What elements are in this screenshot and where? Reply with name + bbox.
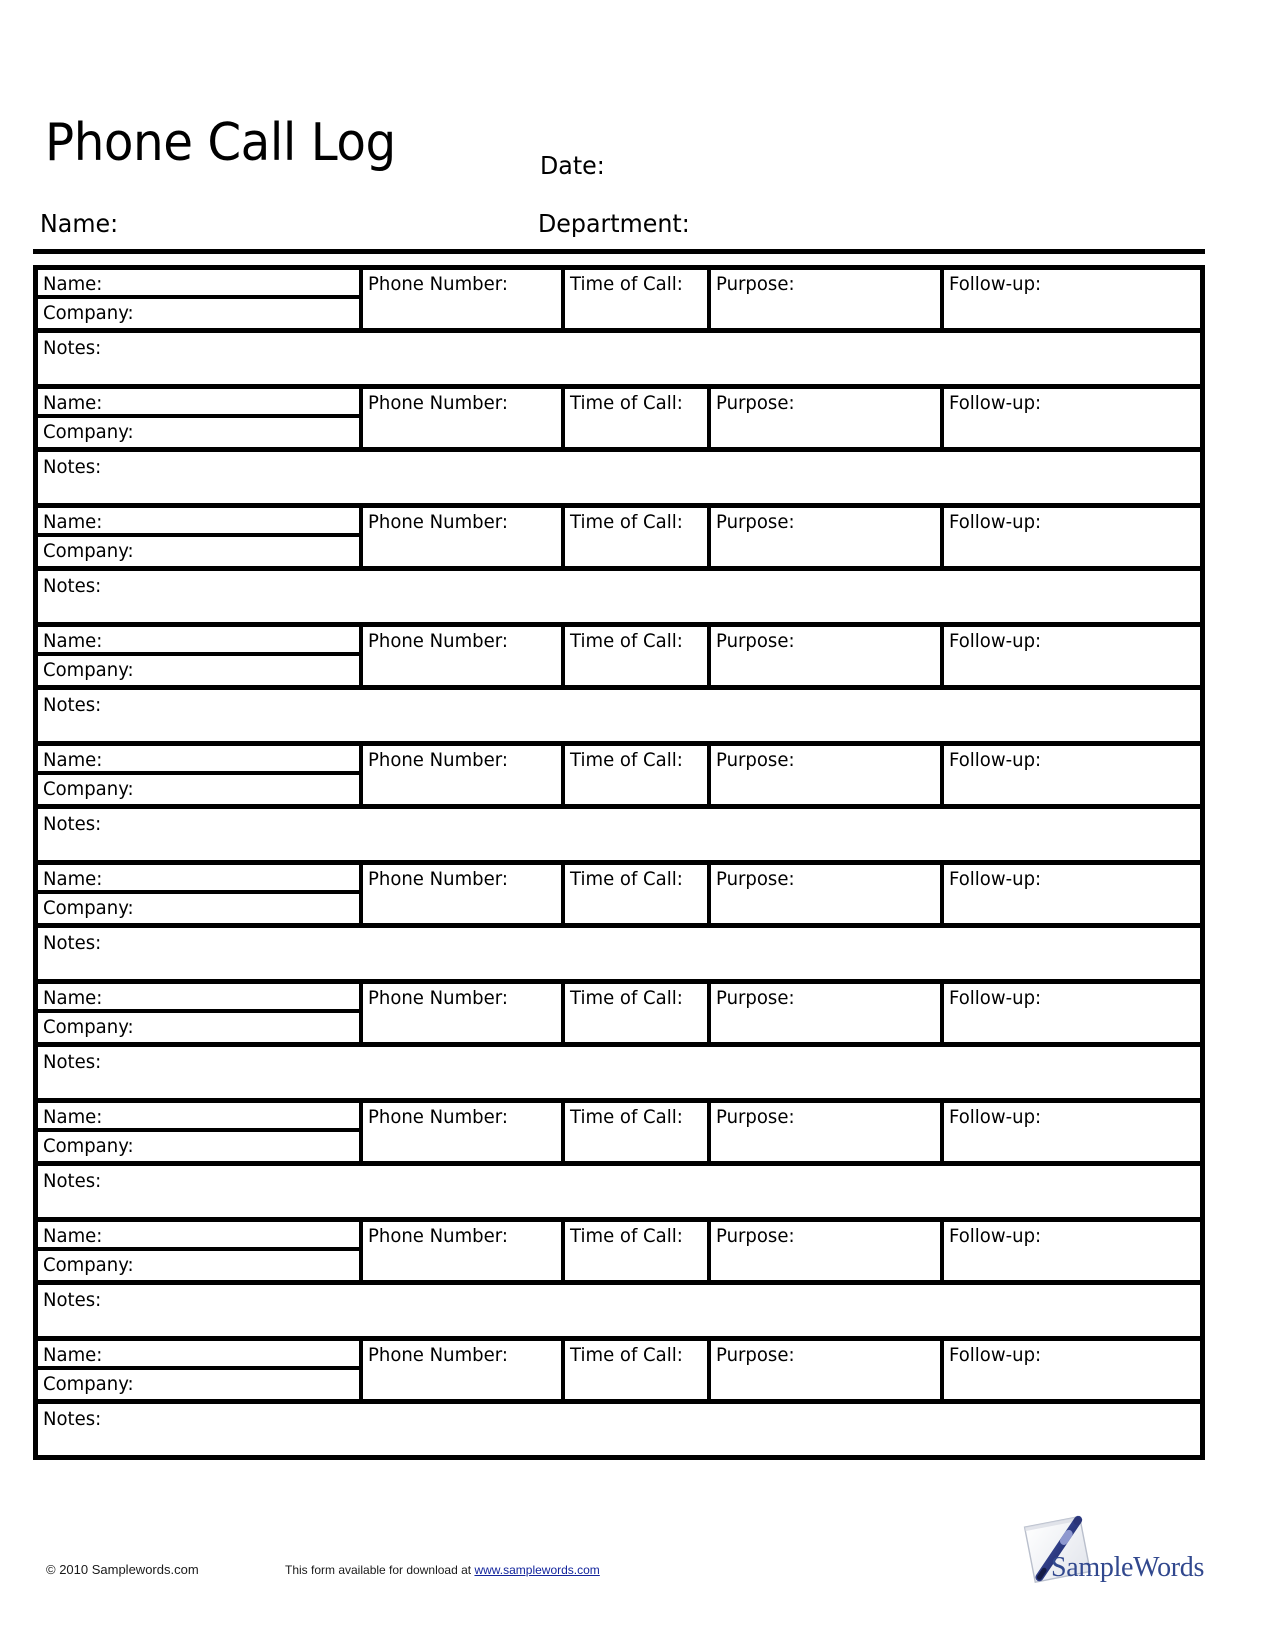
phone-number-cell[interactable] <box>363 389 565 447</box>
phone-number-cell-label: Phone Number: <box>368 987 508 1009</box>
name-company-stack <box>38 746 363 804</box>
call-entry-row <box>38 1222 1200 1280</box>
purpose-cell[interactable] <box>711 984 944 1042</box>
notes-cell[interactable] <box>38 1161 1200 1217</box>
follow-up-cell-label: Follow-up: <box>949 868 1042 890</box>
company-cell-label: Company: <box>43 421 134 443</box>
name-cell[interactable] <box>38 270 359 299</box>
table-row <box>38 1341 1200 1460</box>
phone-number-cell-label: Phone Number: <box>368 273 508 295</box>
company-cell[interactable] <box>38 656 359 685</box>
name-company-stack <box>38 1222 363 1280</box>
notes-cell-label: Notes: <box>43 337 102 359</box>
notes-cell[interactable] <box>38 804 1200 860</box>
company-cell-label: Company: <box>43 1254 134 1276</box>
name-cell-label: Name: <box>43 1106 103 1128</box>
company-cell[interactable] <box>38 1132 359 1161</box>
time-of-call-cell[interactable] <box>565 270 711 328</box>
phone-number-cell-label: Phone Number: <box>368 630 508 652</box>
name-cell[interactable] <box>38 389 359 418</box>
name-cell-label: Name: <box>43 1344 103 1366</box>
follow-up-cell[interactable] <box>944 746 1200 804</box>
phone-number-cell-label: Phone Number: <box>368 1225 508 1247</box>
table-row <box>38 1103 1200 1222</box>
table-row <box>38 508 1200 627</box>
time-of-call-cell-label: Time of Call: <box>570 868 683 890</box>
company-cell[interactable] <box>38 775 359 804</box>
table-row <box>38 865 1200 984</box>
purpose-cell-label: Purpose: <box>716 1225 795 1247</box>
name-cell-label: Name: <box>43 511 103 533</box>
purpose-cell[interactable] <box>711 1103 944 1161</box>
date-field-label: Date: <box>540 151 605 180</box>
notes-cell[interactable] <box>38 1042 1200 1098</box>
name-cell[interactable] <box>38 627 359 656</box>
time-of-call-cell-label: Time of Call: <box>570 511 683 533</box>
time-of-call-cell-label: Time of Call: <box>570 273 683 295</box>
call-entry-row <box>38 508 1200 566</box>
phone-number-cell[interactable] <box>363 1222 565 1280</box>
name-cell-label: Name: <box>43 392 103 414</box>
purpose-cell-label: Purpose: <box>716 868 795 890</box>
follow-up-cell[interactable] <box>944 1222 1200 1280</box>
phone-number-cell-label: Phone Number: <box>368 511 508 533</box>
follow-up-cell-label: Follow-up: <box>949 1344 1042 1366</box>
name-cell[interactable] <box>38 984 359 1013</box>
notes-cell[interactable] <box>38 328 1200 384</box>
name-cell[interactable] <box>38 746 359 775</box>
purpose-cell[interactable] <box>711 627 944 685</box>
table-row <box>38 627 1200 746</box>
notes-cell-label: Notes: <box>43 1408 102 1430</box>
purpose-cell-label: Purpose: <box>716 273 795 295</box>
samplewords-logo-text: SampleWords <box>1051 1552 1205 1583</box>
call-entry-row <box>38 984 1200 1042</box>
time-of-call-cell-label: Time of Call: <box>570 1106 683 1128</box>
time-of-call-cell[interactable] <box>565 984 711 1042</box>
purpose-cell[interactable] <box>711 1222 944 1280</box>
time-of-call-cell-label: Time of Call: <box>570 749 683 771</box>
name-company-stack <box>38 1341 363 1399</box>
company-cell-label: Company: <box>43 302 134 324</box>
follow-up-cell-label: Follow-up: <box>949 1106 1042 1128</box>
time-of-call-cell[interactable] <box>565 1222 711 1280</box>
time-of-call-cell[interactable] <box>565 865 711 923</box>
purpose-cell-label: Purpose: <box>716 1344 795 1366</box>
notes-cell-label: Notes: <box>43 456 102 478</box>
name-company-stack <box>38 1103 363 1161</box>
company-cell[interactable] <box>38 1370 359 1399</box>
table-row <box>38 1222 1200 1341</box>
name-company-stack <box>38 389 363 447</box>
purpose-cell[interactable] <box>711 270 944 328</box>
footer-download-prefix: This form available for download at <box>285 1563 475 1577</box>
time-of-call-cell-label: Time of Call: <box>570 1344 683 1366</box>
purpose-cell[interactable] <box>711 1341 944 1399</box>
samplewords-logo[interactable] <box>1007 1505 1205 1590</box>
purpose-cell[interactable] <box>711 508 944 566</box>
company-cell-label: Company: <box>43 778 134 800</box>
call-entry-row <box>38 1103 1200 1161</box>
company-cell[interactable] <box>38 1013 359 1042</box>
follow-up-cell-label: Follow-up: <box>949 1225 1042 1247</box>
notes-cell-label: Notes: <box>43 694 102 716</box>
company-cell[interactable] <box>38 1251 359 1280</box>
name-company-stack <box>38 627 363 685</box>
footer-download-link[interactable]: www.samplewords.com <box>474 1563 600 1577</box>
phone-number-cell-label: Phone Number: <box>368 749 508 771</box>
phone-number-cell-label: Phone Number: <box>368 868 508 890</box>
purpose-cell[interactable] <box>711 389 944 447</box>
notes-cell[interactable] <box>38 685 1200 741</box>
follow-up-cell-label: Follow-up: <box>949 392 1042 414</box>
name-cell-label: Name: <box>43 868 103 890</box>
purpose-cell-label: Purpose: <box>716 749 795 771</box>
time-of-call-cell-label: Time of Call: <box>570 987 683 1009</box>
notes-cell[interactable] <box>38 923 1200 979</box>
name-company-stack <box>38 865 363 923</box>
notes-cell-label: Notes: <box>43 575 102 597</box>
company-cell-label: Company: <box>43 1135 134 1157</box>
phone-number-cell[interactable] <box>363 1103 565 1161</box>
notes-cell-label: Notes: <box>43 813 102 835</box>
footer-copyright: © 2010 Samplewords.com <box>46 1562 199 1577</box>
name-company-stack <box>38 984 363 1042</box>
company-cell-label: Company: <box>43 1016 134 1038</box>
notes-cell-label: Notes: <box>43 1170 102 1192</box>
name-field-label: Name: <box>40 209 119 238</box>
department-field-label: Department: <box>538 209 690 238</box>
purpose-cell[interactable] <box>711 746 944 804</box>
follow-up-cell-label: Follow-up: <box>949 987 1042 1009</box>
follow-up-cell[interactable] <box>944 627 1200 685</box>
purpose-cell-label: Purpose: <box>716 987 795 1009</box>
call-entry-row <box>38 1341 1200 1399</box>
notes-cell[interactable] <box>38 1399 1200 1455</box>
follow-up-cell[interactable] <box>944 1341 1200 1399</box>
name-cell[interactable] <box>38 508 359 537</box>
phone-number-cell[interactable] <box>363 508 565 566</box>
follow-up-cell[interactable] <box>944 508 1200 566</box>
call-log-table <box>33 265 1205 1460</box>
page-title: Phone Call Log <box>45 113 396 173</box>
purpose-cell-label: Purpose: <box>716 392 795 414</box>
phone-number-cell-label: Phone Number: <box>368 392 508 414</box>
time-of-call-cell-label: Time of Call: <box>570 392 683 414</box>
notes-cell-label: Notes: <box>43 1289 102 1311</box>
phone-number-cell-label: Phone Number: <box>368 1106 508 1128</box>
phone-number-cell[interactable] <box>363 865 565 923</box>
time-of-call-cell[interactable] <box>565 1341 711 1399</box>
call-entry-row <box>38 389 1200 447</box>
footer-download-notice <box>285 1562 600 1579</box>
name-cell[interactable] <box>38 1103 359 1132</box>
purpose-cell[interactable] <box>711 865 944 923</box>
name-cell-label: Name: <box>43 630 103 652</box>
table-row <box>38 984 1200 1103</box>
name-cell-label: Name: <box>43 273 103 295</box>
follow-up-cell[interactable] <box>944 1103 1200 1161</box>
company-cell[interactable] <box>38 418 359 447</box>
company-cell-label: Company: <box>43 540 134 562</box>
name-cell[interactable] <box>38 865 359 894</box>
company-cell[interactable] <box>38 299 359 328</box>
time-of-call-cell[interactable] <box>565 1103 711 1161</box>
company-cell[interactable] <box>38 894 359 923</box>
notes-cell[interactable] <box>38 566 1200 622</box>
purpose-cell-label: Purpose: <box>716 630 795 652</box>
call-entry-row <box>38 627 1200 685</box>
phone-number-cell-label: Phone Number: <box>368 1344 508 1366</box>
follow-up-cell[interactable] <box>944 270 1200 328</box>
time-of-call-cell-label: Time of Call: <box>570 1225 683 1247</box>
time-of-call-cell[interactable] <box>565 508 711 566</box>
name-company-stack <box>38 508 363 566</box>
company-cell-label: Company: <box>43 659 134 681</box>
call-entry-row <box>38 270 1200 328</box>
notes-cell[interactable] <box>38 1280 1200 1336</box>
follow-up-cell-label: Follow-up: <box>949 511 1042 533</box>
follow-up-cell[interactable] <box>944 389 1200 447</box>
call-entry-row <box>38 865 1200 923</box>
name-cell-label: Name: <box>43 749 103 771</box>
header-divider <box>33 249 1205 254</box>
follow-up-cell-label: Follow-up: <box>949 630 1042 652</box>
name-company-stack <box>38 270 363 328</box>
follow-up-cell[interactable] <box>944 865 1200 923</box>
time-of-call-cell[interactable] <box>565 746 711 804</box>
name-cell[interactable] <box>38 1341 359 1370</box>
notes-cell[interactable] <box>38 447 1200 503</box>
time-of-call-cell[interactable] <box>565 627 711 685</box>
company-cell[interactable] <box>38 537 359 566</box>
company-cell-label: Company: <box>43 897 134 919</box>
follow-up-cell-label: Follow-up: <box>949 749 1042 771</box>
name-cell-label: Name: <box>43 987 103 1009</box>
phone-number-cell[interactable] <box>363 984 565 1042</box>
notes-cell-label: Notes: <box>43 932 102 954</box>
notes-cell-label: Notes: <box>43 1051 102 1073</box>
company-cell-label: Company: <box>43 1373 134 1395</box>
time-of-call-cell[interactable] <box>565 389 711 447</box>
phone-number-cell[interactable] <box>363 1341 565 1399</box>
time-of-call-cell-label: Time of Call: <box>570 630 683 652</box>
table-row <box>38 270 1200 389</box>
follow-up-cell-label: Follow-up: <box>949 273 1042 295</box>
phone-number-cell[interactable] <box>363 270 565 328</box>
purpose-cell-label: Purpose: <box>716 511 795 533</box>
purpose-cell-label: Purpose: <box>716 1106 795 1128</box>
name-cell-label: Name: <box>43 1225 103 1247</box>
table-row <box>38 746 1200 865</box>
follow-up-cell[interactable] <box>944 984 1200 1042</box>
table-row <box>38 389 1200 508</box>
phone-number-cell[interactable] <box>363 746 565 804</box>
phone-number-cell[interactable] <box>363 627 565 685</box>
call-entry-row <box>38 746 1200 804</box>
name-cell[interactable] <box>38 1222 359 1251</box>
